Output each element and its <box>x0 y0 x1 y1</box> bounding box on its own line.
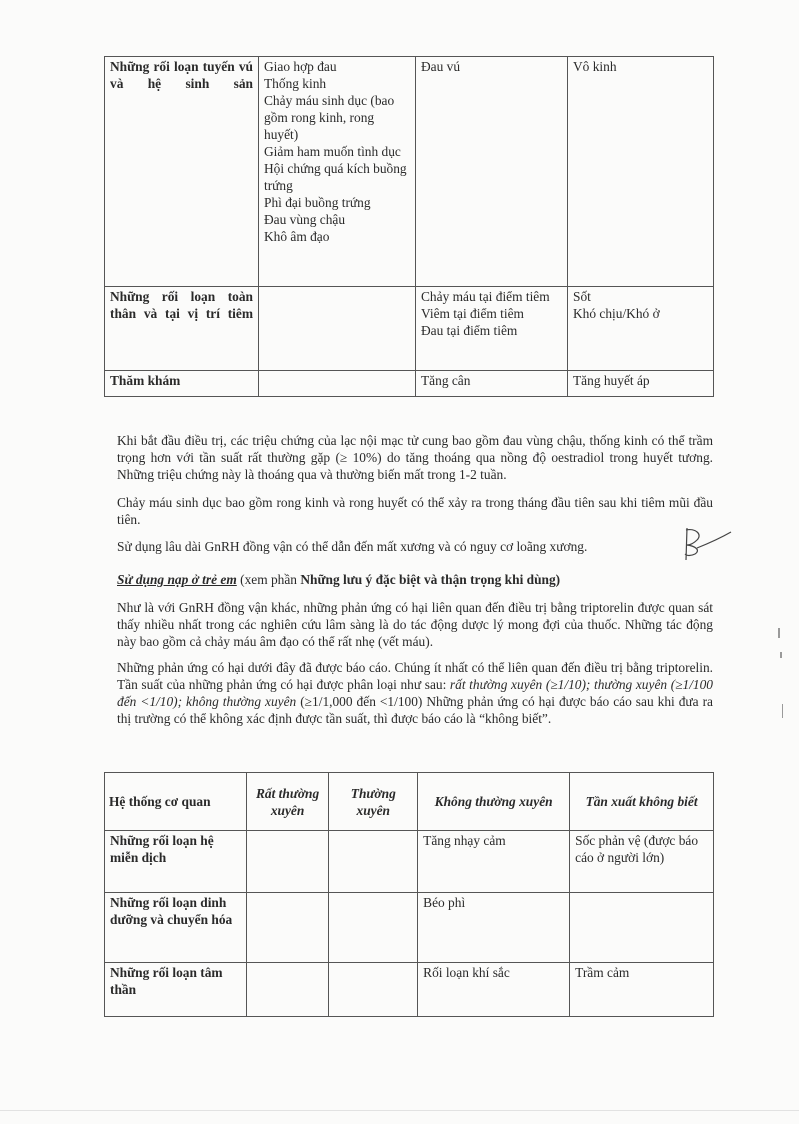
table-row <box>105 831 714 893</box>
scan-mark <box>0 1110 799 1111</box>
pediatric-use-heading <box>117 571 560 588</box>
table-header-row <box>105 773 714 831</box>
pediatric-adverse-effects-table <box>104 772 714 1017</box>
frequency-cell <box>568 287 714 371</box>
header-unknown: Tần xuất không biết <box>570 773 714 831</box>
frequency-cell: Tăng nhạy cảm <box>418 831 570 893</box>
header-common: Thường xuyên <box>329 773 418 831</box>
heading-bold: Những lưu ý đặc biệt và thận trọng khi dùng) <box>300 572 561 587</box>
frequency-cell <box>246 963 329 1017</box>
organ-class-cell: Thăm khám <box>105 371 259 397</box>
heading-middle: (xem phần <box>236 572 301 587</box>
effect-item: Phì đại buồng trứng <box>264 195 371 210</box>
frequency-cell: Trầm cảm <box>570 963 714 1017</box>
effect-item: Thống kinh <box>264 76 327 91</box>
scan-mark <box>780 652 782 658</box>
frequency-tail: (≥1/1,000 đến <1/100) Những phản ứng có hại được báo cáo sau khi đưa ra thị trường có thể không xác định được tần suất, thì được báo cáo là “không biết”. <box>117 694 714 726</box>
frequency-cell <box>259 287 416 371</box>
frequency-cell <box>570 893 714 963</box>
effect-item: Đau vú <box>421 59 461 74</box>
frequency-cell <box>416 287 568 371</box>
effect-item: Giao hợp đau <box>264 59 337 74</box>
organ-class-cell: Những rối loạn toàn thân và tại vị trí tiêm <box>105 287 259 371</box>
effect-item: Chảy máu sinh dục (bao gồm rong kinh, rong huyết) <box>264 93 395 142</box>
frequency-cell <box>416 57 568 287</box>
frequency-cell: Rối loạn khí sắc <box>418 963 570 1017</box>
handwritten-signature <box>673 524 733 564</box>
frequency-cell <box>329 963 418 1017</box>
frequency-cell <box>416 371 568 397</box>
effect-item: Khó chịu/Khó ở <box>573 306 660 321</box>
organ-class-cell: Những rối loạn dinh dưỡng và chuyển hóa <box>105 893 247 963</box>
frequency-cell: Sốc phản vệ (được báo cáo ở người lớn) <box>570 831 714 893</box>
header-uncommon: Không thường xuyên <box>418 773 570 831</box>
header-organ-system: Hệ thống cơ quan <box>105 773 247 831</box>
effect-item: Khô âm đạo <box>264 229 330 244</box>
header-very-common: Rất thường xuyên <box>246 773 329 831</box>
effect-item: Tăng huyết áp <box>573 373 650 388</box>
organ-class-cell: Những rối loạn hệ miễn dịch <box>105 831 247 893</box>
adverse-effects-table-continued <box>104 56 714 397</box>
frequency-cell <box>259 57 416 287</box>
table-row <box>105 371 714 397</box>
paragraph-frequency-definition <box>117 659 713 727</box>
paragraph-genital-bleeding: Chảy máu sinh dục bao gồm rong kinh và rong huyết có thể xảy ra trong tháng đầu tiên sau khi tiêm mũi đầu tiên. <box>117 495 713 527</box>
table-row <box>105 893 714 963</box>
frequency-cell <box>568 57 714 287</box>
frequency-cell <box>246 831 329 893</box>
effect-item: Vô kinh <box>573 59 617 74</box>
frequency-cell <box>329 831 418 893</box>
effect-item: Sốt <box>573 289 591 304</box>
table-row <box>105 57 714 287</box>
effect-item: Đau vùng chậu <box>264 212 346 227</box>
table-row <box>105 963 714 1017</box>
frequency-intro: Những phản ứng có hại dưới đây đã được báo cáo. Chúng ít nhất có thể liên quan đến điều trị bằng triptorelin. Tần suất của những phản ứng có hại được phân loại như sau: <box>117 660 713 692</box>
paragraph-pediatric-effects: Như là với GnRH đồng vận khác, những phản ứng có hại liên quan đến điều trị bằng triptorelin được quan sát thấy nhiều nhất trong các nghiên cứu lâm sàng là do tác động dược lý mong đợi của thuốc. Những tác động này bao gồm cả chảy máu âm đạo có thể rất nhẹ (vết máu). <box>117 600 713 649</box>
scan-mark <box>778 628 780 638</box>
table-row <box>105 287 714 371</box>
frequency-cell <box>246 893 329 963</box>
paragraph-bone-loss: Sử dụng lâu dài GnRH đồng vận có thể dẫn đến mất xương và có nguy cơ loãng xương. <box>117 539 588 554</box>
effect-item: Tăng cân <box>421 373 471 388</box>
frequency-cell <box>568 371 714 397</box>
effect-item: Giảm ham muốn tình dục <box>264 144 401 159</box>
heading-underlined: Sử dụng nạp ở trẻ em <box>117 572 237 587</box>
scan-mark <box>782 704 783 718</box>
paragraph-flare-effect: Khi bắt đầu điều trị, các triệu chứng của lạc nội mạc tử cung bao gồm đau vùng chậu, thống kinh có thể trầm trọng hơn với tần suất rất thường gặp (≥ 10%) do tăng thoáng qua nồng độ oestradiol trong huyết tương. Những triệu chứng này là thoáng qua và thường biến mất trong 1-2 tuần. <box>117 433 713 482</box>
effect-item: Chảy máu tại điểm tiêm <box>421 289 550 304</box>
frequency-cell <box>259 371 416 397</box>
frequency-cell <box>329 893 418 963</box>
effect-item: Hội chứng quá kích buồng trứng <box>264 161 407 193</box>
effect-item: Đau tại điểm tiêm <box>421 323 518 338</box>
frequency-cell: Béo phì <box>418 893 570 963</box>
frequency-categories: rất thường xuyên (≥1/10); thường xuyên (≥1/100 đến <1/10); không thường xuyên <box>117 677 714 709</box>
effect-item: Viêm tại điểm tiêm <box>421 306 524 321</box>
organ-class-cell: Những rối loạn tuyến vú và hệ sinh sản <box>105 57 259 287</box>
organ-class-cell: Những rối loạn tâm thần <box>105 963 247 1017</box>
